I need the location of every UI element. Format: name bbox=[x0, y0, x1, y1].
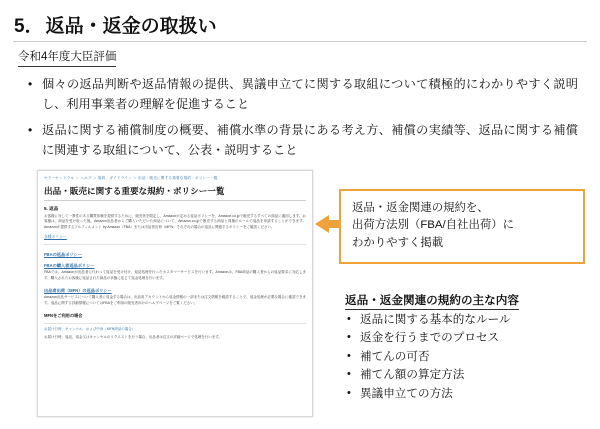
screenshot-divider-2 bbox=[44, 323, 306, 324]
list-item: • 個々の返品判断や返品情報の提供、異議申立てに関する取組について積極的にわかりやすく説明し、利用事業者の理解を促進すること bbox=[26, 75, 578, 115]
screenshot-paragraph-4-label: お届け日時、キャンセル、および中身（MFN商品の場合） bbox=[44, 326, 136, 331]
screenshot-link-fba-return-policy[interactable]: FBAの返品ポリシー bbox=[44, 252, 82, 258]
callout-box bbox=[339, 189, 585, 264]
section-bullet-list bbox=[345, 312, 585, 404]
screenshot-links-label: 各種ポリシー bbox=[44, 235, 67, 240]
page-title-text: 返品・返金の取扱い bbox=[45, 16, 217, 37]
page-title bbox=[0, 0, 600, 38]
list-item: • 返品に関する基本的なルール bbox=[345, 312, 585, 328]
screenshot-thumbnail bbox=[37, 170, 313, 417]
screenshot-link-mfn-return-policy[interactable]: 出品者出荷（MFN）の返品ポリシー bbox=[44, 288, 112, 294]
screenshot-paragraph-3: Amazon出品サービスについて購入者に返金する場合は、出品用アカウントから返金情報の一部または注文情報を確認することで、返金処理が必要な場合に確認できます。返品に関する詳細情報についてはFBAをご利用の販売者向けのヘルプページをご覧ください。 bbox=[44, 295, 306, 305]
list-item: • 返品に関する補償制度の概要、補償水準の背景にある考え方、補償の実績等、返品に関する補償に関連する取組について、公表・説明すること bbox=[26, 121, 578, 161]
screenshot-divider bbox=[44, 244, 306, 245]
screenshot-subheading-mfn: MFNをご利用の場合 bbox=[44, 312, 83, 318]
eval-heading: 令和4年度大臣評価 bbox=[18, 50, 116, 67]
page-title-number: 5． bbox=[14, 16, 44, 37]
evaluation-bullet-list bbox=[0, 75, 600, 161]
callout-line: わかりやすく掲載 bbox=[352, 236, 444, 249]
callout-arrow-icon bbox=[315, 215, 329, 233]
section-heading: 返品・返金関連の規約の主な内容 bbox=[345, 292, 519, 310]
screenshot-title: 出品・販売に関する重要な規約・ポリシー一覧 bbox=[44, 186, 225, 196]
screenshot-paragraph-4: お届け日時、返品、返金又はキャンセルのリクエストを行う場合、出品者は注文の詳細ページで処理を行います。 bbox=[44, 335, 223, 340]
list-item: • 補てんの可否 bbox=[345, 349, 585, 365]
screenshot-breadcrumb: セラーセントラル ＞ ヘルプ ＞ 規約、ガイドライン ＞ 出品・販売に関する重要な規約・ポリシー一覧 bbox=[44, 176, 218, 180]
callout-line: 返品・返金関連の規約を、 bbox=[352, 202, 489, 214]
screenshot-section-heading: 5. 返品 bbox=[44, 206, 59, 211]
title-divider bbox=[13, 41, 587, 42]
list-item: • 異議申立ての方法 bbox=[345, 386, 585, 402]
list-item: • 補てん額の算定方法 bbox=[345, 367, 585, 383]
list-item: • 返金を行うまでのプロセス bbox=[345, 330, 585, 346]
screenshot-paragraph-2: FBAでは、Amazonが出品者に代わって返品を受け付け、返品処理を行ったカスタマーサービスを行います。Amazonは、FBA商品の購入者からの返品要求に対応します。購入されたお客様に返品された商品の状態に応じて返金処理を行います。 bbox=[44, 270, 306, 280]
screenshot-section-body: お客様に対して一貫性のある購買体験を提供するために、販売者を限定し、Amazonが定める返品ポリシーを、Amazon.co.jpで販売するすべての商品に適用します。お客様は、商品を受け取った後、Amazon出品者からご購入いただいた商品について、Amazon.co.jpで販売する商品と同様のルールで返品を申請することができます。Amazonが提供するフルフィルメント by Amazon（FBA）または出品者出荷（MFN）それぞれの場合の返品に関連するポリシーをご確認ください。 bbox=[44, 214, 306, 229]
callout-line: 出荷方法別（FBA/自社出荷）に bbox=[352, 219, 515, 232]
screenshot-link-fba-buyer-return-policy[interactable]: FBAの購入者返品ポリシー bbox=[44, 263, 95, 269]
